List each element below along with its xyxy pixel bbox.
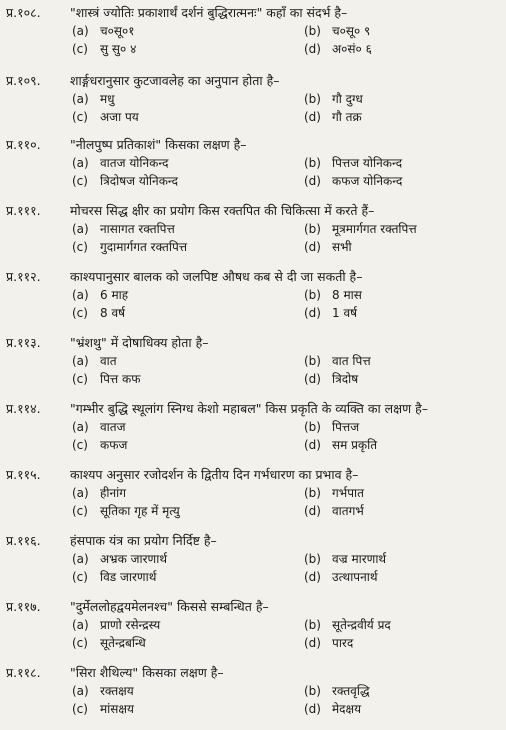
question-text: काश्यप अनुसार रजोदर्शन के द्वितीय दिन गर्भधारण का प्रभाव है– (69, 467, 359, 482)
question-block (6, 136, 502, 190)
option-text: कफज (100, 438, 128, 452)
question-number: प्र.११६. (6, 533, 41, 548)
option-label: (a) (72, 288, 89, 302)
option-text: 8 वर्ष (100, 306, 126, 320)
option-label: (b) (304, 420, 321, 434)
question-text: काश्यपानुसार बालक को जलपिष्ट औषध कब से दी जा सकती है– (69, 269, 363, 284)
option-label: (c) (72, 372, 88, 386)
option-label: (c) (72, 240, 88, 254)
question-text: शार्ङ्गधरानुसार कुटजावलेह का अनुपान होता है– (69, 73, 280, 88)
option-c[interactable] (72, 40, 136, 58)
question-number: प्र.११३. (6, 335, 41, 350)
option-label: (a) (72, 486, 89, 500)
option-a[interactable] (72, 352, 117, 370)
option-label: (b) (304, 24, 321, 38)
question-line (6, 598, 502, 616)
option-label: (a) (72, 354, 89, 368)
question-text: "नीलपुष्प प्रतिकाशं" किसका लक्षण है– (69, 137, 247, 152)
option-label: (c) (72, 702, 88, 716)
options-grid (6, 22, 502, 58)
option-d[interactable] (304, 568, 378, 586)
option-text: सूतिका गृह में मृत्यु (100, 504, 180, 518)
options-grid (6, 352, 502, 388)
option-text: सूतेन्द्रवीर्य प्रद (332, 618, 391, 632)
option-label: (d) (304, 174, 321, 188)
question-line (6, 72, 502, 90)
option-text: रक्तवृद्धि (332, 684, 370, 698)
option-text: सूतेन्द्रबन्धि (100, 636, 146, 650)
option-b[interactable] (304, 154, 402, 172)
option-b[interactable] (304, 286, 362, 304)
option-text: पित्तज (332, 420, 360, 434)
option-b[interactable] (304, 22, 370, 40)
option-label: (b) (304, 684, 321, 698)
option-text: वातज (100, 420, 126, 434)
option-text: मधु (100, 92, 115, 106)
question-number: प्र.११४. (6, 401, 41, 416)
option-label: (b) (304, 288, 321, 302)
option-text: मांसक्षय (100, 702, 134, 716)
question-number: प्र.११७. (6, 599, 41, 614)
option-b[interactable] (304, 616, 391, 634)
option-label: (b) (304, 354, 321, 368)
option-d[interactable] (304, 502, 364, 520)
option-label: (a) (72, 684, 89, 698)
question-block (6, 400, 502, 454)
option-label: (b) (304, 92, 321, 106)
option-a[interactable] (72, 550, 167, 568)
option-text: च०सू० ९ (332, 24, 371, 38)
option-label: (c) (72, 306, 88, 320)
question-line (6, 334, 502, 352)
option-label: (d) (304, 702, 321, 716)
options-grid (6, 418, 502, 454)
question-number: प्र.१०९. (6, 73, 41, 88)
option-text: सम प्रकृति (332, 438, 378, 452)
option-c[interactable] (72, 502, 180, 520)
option-text: गौ दुग्ध (332, 92, 363, 106)
option-b[interactable] (304, 550, 386, 568)
question-block (6, 664, 502, 718)
question-line (6, 268, 502, 286)
option-c[interactable] (72, 238, 187, 256)
option-c[interactable] (72, 634, 146, 652)
option-label: (a) (72, 156, 89, 170)
option-c[interactable] (72, 304, 125, 322)
options-grid (6, 286, 502, 322)
option-d[interactable] (304, 304, 357, 322)
option-label: (d) (304, 570, 321, 584)
option-text: 1 वर्ष (332, 306, 358, 320)
option-label: (d) (304, 372, 321, 386)
question-block (6, 466, 502, 520)
option-label: (d) (304, 504, 321, 518)
option-a[interactable] (72, 616, 160, 634)
option-a[interactable] (72, 286, 128, 304)
option-text: मेदक्षय (332, 702, 362, 716)
option-label: (a) (72, 222, 89, 236)
question-block (6, 268, 502, 322)
option-d[interactable] (304, 108, 362, 126)
option-text: नासागत रक्तपित्त (100, 222, 175, 236)
option-label: (c) (72, 636, 88, 650)
option-label: (d) (304, 110, 321, 124)
option-text: अ०सं० ६ (332, 42, 372, 56)
option-text: वात पित्त (332, 354, 371, 368)
option-text: विड जारणार्थ (100, 570, 157, 584)
option-label: (a) (72, 618, 89, 632)
option-text: वात (100, 354, 117, 368)
option-text: पित्त कफ (100, 372, 141, 386)
question-block (6, 598, 502, 652)
option-b[interactable] (304, 90, 363, 108)
option-label: (a) (72, 24, 89, 38)
option-c[interactable] (72, 108, 139, 126)
question-line (6, 4, 502, 22)
options-grid (6, 484, 502, 520)
question-block (6, 532, 502, 586)
options-grid (6, 220, 502, 256)
option-a[interactable] (72, 22, 134, 40)
option-b[interactable] (304, 352, 371, 370)
option-text: उत्थापनार्थ (332, 570, 378, 584)
option-d[interactable] (304, 172, 402, 190)
option-text: 6 माह (100, 288, 129, 302)
option-text: सु सु० ४ (100, 42, 137, 56)
question-text: मोचरस सिद्ध क्षीर का प्रयोग किस रक्तपित की चिकित्सा में करते हैं– (69, 203, 375, 218)
option-label: (b) (304, 486, 321, 500)
option-text: सभी (332, 240, 352, 254)
option-text: च०सू०१ (100, 24, 135, 38)
option-text: पारद (332, 636, 354, 650)
option-text: प्राणो रसेन्द्रस्य (100, 618, 161, 632)
question-text: "गम्भीर बुद्धि स्थूलांग स्निग्ध केशो महाबल" किस प्रकृति के व्यक्ति का लक्षण है– (69, 401, 429, 416)
question-text: हंसपाक यंत्र का प्रयोग निर्दिष्ट है– (69, 533, 217, 548)
question-line (6, 532, 502, 550)
option-d[interactable] (304, 634, 353, 652)
option-text: अजा पय (100, 110, 139, 124)
option-d[interactable] (304, 436, 377, 454)
options-grid (6, 616, 502, 652)
option-a[interactable] (72, 418, 126, 436)
option-c[interactable] (72, 436, 127, 454)
question-line (6, 202, 502, 220)
question-block (6, 202, 502, 256)
option-label: (a) (72, 92, 89, 106)
option-b[interactable] (304, 220, 417, 238)
option-b[interactable] (304, 484, 364, 502)
options-grid (6, 682, 502, 718)
option-label: (c) (72, 110, 88, 124)
option-b[interactable] (304, 682, 370, 700)
option-text: कफज योनिकन्द (332, 174, 403, 188)
option-text: गुदामार्गगत रक्तपित्त (100, 240, 188, 254)
option-c[interactable] (72, 370, 141, 388)
option-a[interactable] (72, 220, 175, 238)
question-text: "शास्त्रं ज्योतिः प्रकाशार्थं दर्शनं बुद्धिरात्मनः" कहाँ का संदर्भ है– (69, 5, 348, 20)
option-d[interactable] (304, 700, 361, 718)
question-text: "सिरा शैथिल्य" किसका लक्षण है– (69, 665, 224, 680)
option-label: (d) (304, 636, 321, 650)
option-text: रक्तक्षय (100, 684, 134, 698)
question-block (6, 334, 502, 388)
option-c[interactable] (72, 700, 134, 718)
option-label: (a) (72, 552, 89, 566)
option-a[interactable] (72, 682, 134, 700)
option-a[interactable] (72, 154, 168, 172)
option-d[interactable] (304, 370, 358, 388)
question-number: प्र.११२. (6, 269, 41, 284)
option-label: (c) (72, 174, 88, 188)
option-label: (d) (304, 240, 321, 254)
option-c[interactable] (72, 172, 178, 190)
option-d[interactable] (304, 238, 352, 256)
question-block (6, 72, 502, 126)
question-line (6, 136, 502, 154)
option-a[interactable] (72, 90, 115, 108)
option-d[interactable] (304, 40, 372, 58)
option-label: (c) (72, 504, 88, 518)
option-label: (b) (304, 222, 321, 236)
option-text: वातज योनिकन्द (100, 156, 169, 170)
option-text: 8 मास (332, 288, 362, 302)
option-label: (c) (72, 438, 88, 452)
option-a[interactable] (72, 484, 126, 502)
question-number: प्र.११८. (6, 665, 41, 680)
option-text: गौ तक्र (332, 110, 362, 124)
option-text: वज्र मारणार्थ (332, 552, 387, 566)
option-text: गर्भपात (332, 486, 364, 500)
options-grid (6, 550, 502, 586)
options-grid (6, 154, 502, 190)
option-label: (d) (304, 306, 321, 320)
option-label: (b) (304, 156, 321, 170)
option-text: त्रिदोष (332, 372, 359, 386)
option-text: पित्तज योनिकन्द (332, 156, 403, 170)
options-grid (6, 90, 502, 126)
question-number: प्र.११०. (6, 137, 41, 152)
question-text: "भ्रंशथु" में दोषाधिक्य होता है– (69, 335, 209, 350)
option-text: हीनांग (100, 486, 127, 500)
option-text: त्रिदोषज योनिकन्द (100, 174, 178, 188)
question-number: प्र.११५. (6, 467, 41, 482)
option-text: मूत्रमार्गगत रक्तपित्त (332, 222, 417, 236)
option-label: (a) (72, 420, 89, 434)
option-text: वातगर्भ (332, 504, 364, 518)
option-text: अभ्रक जारणार्थ (100, 552, 168, 566)
question-block (6, 4, 502, 58)
option-label: (d) (304, 438, 321, 452)
option-label: (b) (304, 618, 321, 632)
question-line (6, 466, 502, 484)
question-number: प्र.१११. (6, 203, 41, 218)
option-label: (b) (304, 552, 321, 566)
option-c[interactable] (72, 568, 156, 586)
option-label: (d) (304, 42, 321, 56)
option-b[interactable] (304, 418, 359, 436)
question-text: "दुर्मेललोहद्वयमेलनश्च" किससे सम्बन्धित है– (69, 599, 269, 614)
question-line (6, 400, 502, 418)
question-number: प्र.१०८. (6, 5, 41, 20)
option-label: (c) (72, 570, 88, 584)
option-label: (c) (72, 42, 88, 56)
question-line (6, 664, 502, 682)
